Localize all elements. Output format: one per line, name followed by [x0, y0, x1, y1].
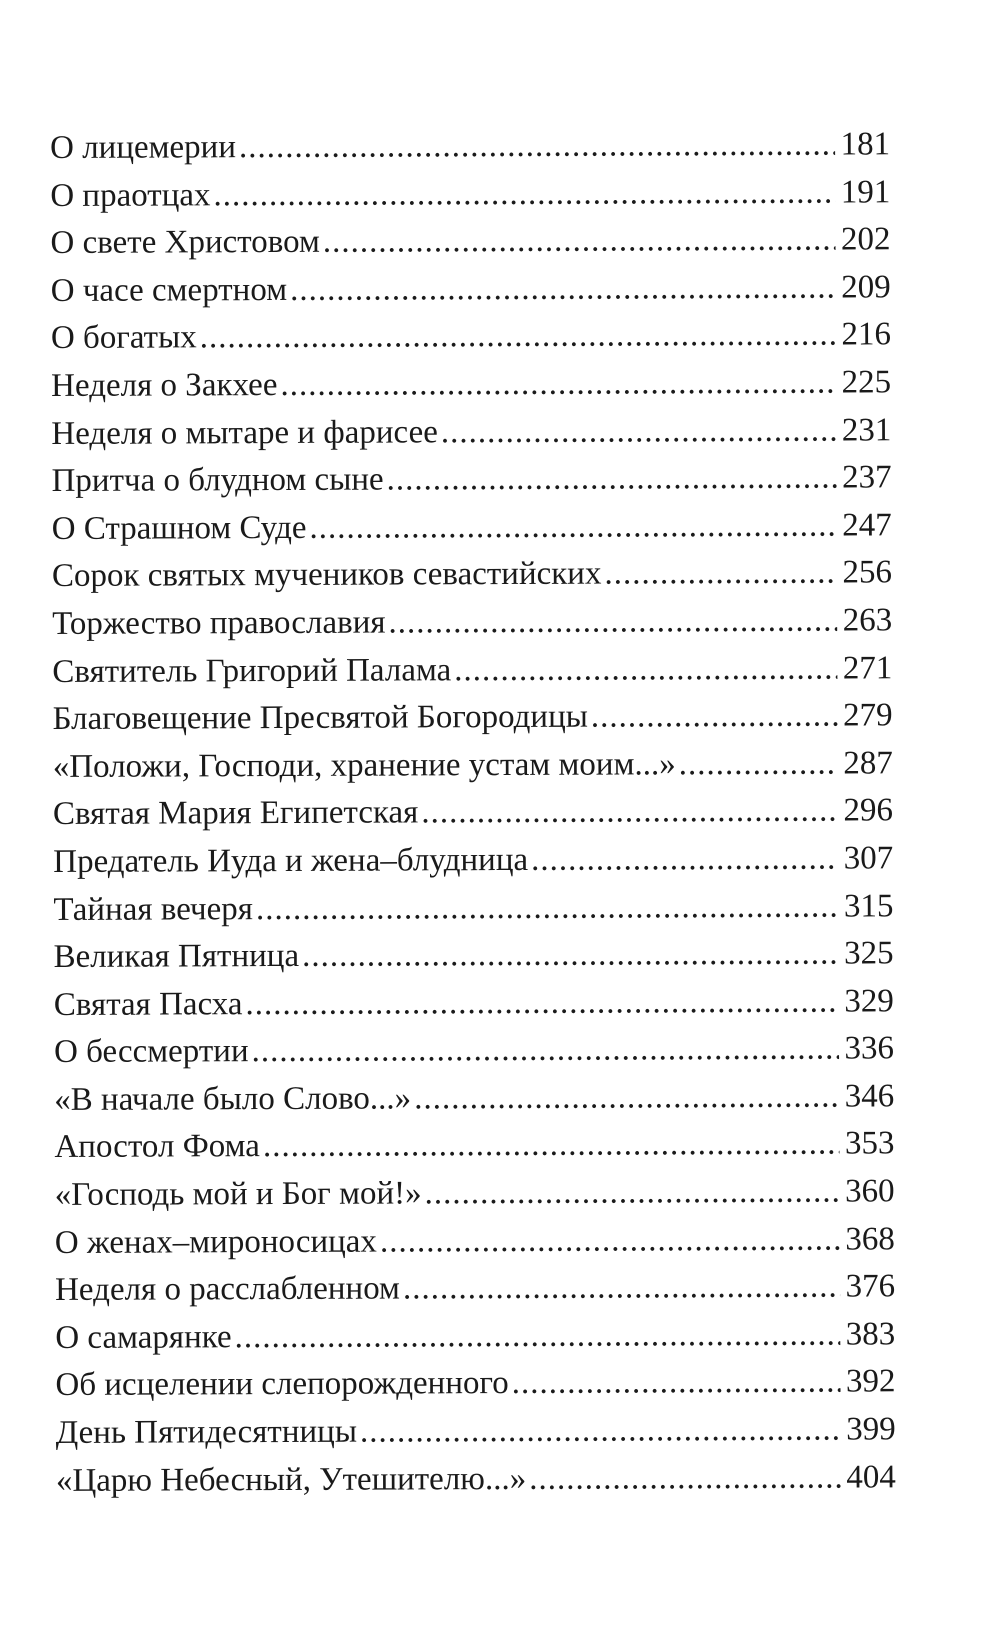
page-number: 336 — [844, 1030, 895, 1067]
entry-title: О свете Христовом — [50, 224, 320, 262]
entry-title: Великая Пятница — [53, 938, 300, 976]
dot-leader — [421, 793, 838, 832]
entry-title: Святая Мария Египетская — [52, 794, 419, 833]
entry-title: Святая Пасха — [53, 985, 243, 1023]
entry-title: О часе смертном — [50, 271, 288, 309]
toc-entry — [52, 602, 892, 653]
entry-title: О женах–мироносицах — [54, 1223, 377, 1261]
toc-entry — [52, 697, 892, 748]
entry-title: Торжество православия — [52, 604, 386, 642]
page-number: 181 — [840, 126, 891, 163]
page-number: 237 — [841, 459, 892, 496]
dot-leader — [323, 222, 836, 261]
dot-leader — [234, 1316, 840, 1356]
page-number: 353 — [844, 1125, 895, 1163]
page-number: 296 — [843, 792, 894, 829]
dot-leader — [531, 840, 838, 878]
entry-title: «В начале было Слово...» — [54, 1080, 412, 1118]
toc-entry — [50, 174, 890, 225]
page-number: 191 — [840, 173, 891, 211]
toc-entry — [50, 222, 890, 273]
toc-entry — [55, 1173, 895, 1224]
entry-title: Притча о блудном сыне — [51, 461, 384, 500]
page-number: 256 — [842, 554, 893, 591]
entry-title: «Положи, Господи, хранение устам моим...» — [52, 745, 676, 785]
dot-leader — [290, 269, 836, 308]
entry-title: О лицемерии — [50, 129, 237, 166]
page-number: 329 — [844, 983, 894, 1020]
entry-title: О Страшном Суде — [51, 509, 307, 547]
entry-title: Предатель Иуда и жена–блудница — [53, 841, 529, 880]
dot-leader — [679, 745, 838, 783]
page-number: 383 — [845, 1316, 896, 1353]
toc-entry — [54, 935, 894, 986]
entry-title: Неделя о расслабленном — [54, 1270, 400, 1309]
toc-entry — [51, 459, 891, 510]
page-number: 368 — [845, 1220, 895, 1258]
page-number: 271 — [842, 649, 893, 687]
entry-title: Сорок святых мучеников севастийских — [51, 555, 602, 595]
toc-entry — [55, 1316, 895, 1367]
entry-title: Об исцелении слепорожденного — [55, 1365, 509, 1404]
entry-title: Неделя о мытаре и фарисее — [51, 413, 438, 452]
toc-entry — [50, 126, 890, 177]
toc-entry — [56, 1459, 896, 1510]
toc-entry — [53, 840, 893, 891]
dot-leader — [441, 412, 837, 451]
toc-entry — [54, 1126, 894, 1177]
dot-leader — [529, 1459, 841, 1497]
dot-leader — [280, 365, 836, 404]
dot-leader — [387, 460, 837, 499]
dot-leader — [403, 1269, 840, 1308]
page-number: 202 — [840, 221, 891, 258]
dot-leader — [424, 1174, 839, 1213]
page-number: 360 — [845, 1173, 895, 1210]
page-number: 225 — [841, 364, 892, 401]
page-number: 279 — [842, 697, 893, 734]
toc-entry — [56, 1411, 896, 1462]
entry-title: Тайная вечеря — [53, 890, 253, 928]
toc-entry — [53, 793, 893, 844]
page-number: 392 — [845, 1363, 896, 1400]
entry-title: Неделя о Закхее — [51, 366, 278, 404]
dot-leader — [263, 1126, 840, 1166]
entry-title: День Пятидесятницы — [55, 1413, 358, 1452]
page-number: 346 — [844, 1078, 895, 1115]
toc-entry — [54, 983, 894, 1034]
page-number: 399 — [846, 1411, 896, 1448]
dot-leader — [302, 936, 839, 975]
page-number: 231 — [841, 411, 892, 449]
page-number: 263 — [842, 602, 893, 639]
entry-title: Апостол Фома — [54, 1128, 261, 1166]
toc-entry — [53, 745, 893, 796]
toc-entry — [51, 364, 891, 415]
page-number: 247 — [842, 507, 892, 544]
toc-entry — [54, 1078, 894, 1129]
dot-leader — [360, 1412, 841, 1451]
dot-leader — [213, 174, 835, 214]
toc-entry — [51, 412, 891, 463]
toc-entry — [53, 888, 893, 939]
entry-title: О богатых — [50, 319, 197, 357]
toc-entry — [52, 507, 892, 558]
page-number: 216 — [841, 316, 891, 353]
entry-title: «Царю Небесный, Утешителю...» — [55, 1460, 527, 1499]
entry-title: О бессмертии — [53, 1033, 249, 1071]
page-number: 307 — [843, 840, 894, 877]
toc-entry — [52, 555, 892, 606]
dot-leader — [388, 603, 837, 642]
dot-leader — [591, 698, 838, 736]
page-number: 376 — [845, 1268, 896, 1305]
entry-title: Святитель Григорий Палама — [52, 651, 452, 690]
toc-entry — [51, 269, 891, 320]
dot-leader — [512, 1364, 841, 1402]
dot-leader — [414, 1078, 839, 1117]
toc-entry — [55, 1364, 895, 1415]
page-number: 315 — [843, 887, 894, 925]
entry-title: О праотцах — [50, 176, 211, 214]
dot-leader — [239, 127, 835, 167]
entry-title: «Господь мой и Бог мой!» — [54, 1175, 422, 1214]
toc-entry — [52, 650, 892, 701]
dot-leader — [380, 1221, 840, 1260]
entry-title: О самарянке — [55, 1319, 232, 1356]
dot-leader — [309, 507, 836, 546]
table-of-contents — [50, 126, 896, 1510]
page-number: 325 — [844, 935, 894, 972]
dot-leader — [256, 888, 839, 928]
dot-leader — [251, 1031, 839, 1071]
dot-leader — [604, 555, 837, 593]
toc-entry — [51, 317, 891, 368]
toc-entry — [55, 1269, 895, 1320]
toc-entry — [55, 1221, 895, 1272]
page-number: 287 — [843, 745, 893, 782]
dot-leader — [200, 317, 836, 357]
page-number: 209 — [841, 269, 891, 306]
dot-leader — [245, 983, 839, 1023]
dot-leader — [454, 650, 837, 689]
toc-entry — [54, 1031, 894, 1082]
page-number: 404 — [846, 1458, 896, 1496]
entry-title: Благовещение Пресвятой Богородицы — [52, 698, 588, 738]
